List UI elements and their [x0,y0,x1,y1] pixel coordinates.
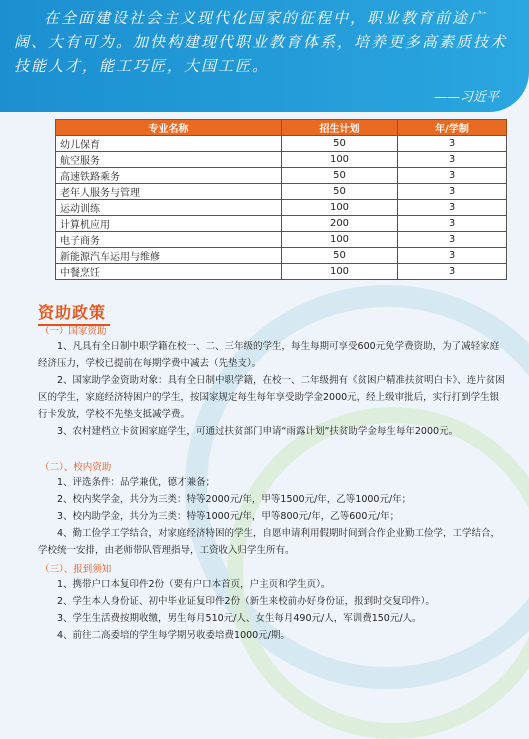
school-aid-item-2: 2、校内奖学金，共分为三类：特等2000元/年，甲等1500元/年，乙等1000元/年； [57,494,412,505]
table-row [56,136,507,152]
quote-banner [0,0,529,112]
banner-quote: 在全面建设社会主义现代化国家的征程中，职业教育前途广阔、大有可为。加快构建现代职业教育体系，培养更多高素质技术技能人才，能工巧匠，大国工匠。 [14,9,508,75]
table-row [56,264,507,280]
header-years: 年/学制 [398,120,507,136]
heading-national-aid: （一）国家资助 [40,326,107,337]
school-aid-item-1: 1、评选条件：品学兼优，德才兼备； [57,477,216,488]
years: 3 [398,216,507,232]
section-title-aid: 资助政策 [38,300,106,323]
years: 3 [398,136,507,152]
years: 3 [398,200,507,216]
major-name: 高速铁路乘务 [56,168,282,184]
major-name: 中餐烹饪 [56,264,282,280]
school-aid-item-3: 3、校内助学金，共分为三类：特等1000元/年，甲等800元/年，乙等600元/年； [57,511,400,522]
banner-author: ——习近平 [433,90,499,105]
header-plan: 招生计划 [282,120,398,136]
years: 3 [398,264,507,280]
major-table [55,119,507,280]
plan-count: 200 [282,216,398,232]
years: 3 [398,168,507,184]
plan-count: 50 [282,184,398,200]
major-name: 电子商务 [56,232,282,248]
plan-count: 50 [282,136,398,152]
major-name: 运动训练 [56,200,282,216]
table-header-row [56,120,507,136]
major-name: 新能源汽车运用与维修 [56,248,282,264]
national-aid-item-2: 2、国家助学金资助对象：具有全日制中职学籍，在校一、二年级拥有《贫困户精准扶贫明白卡》、连片贫困区的学生，家庭经济特困户的学生，按国家规定每生每年享受助学金2000元，经上级审批后，实行打到学生银行卡发放，学校不先垫支抵减学费。 [38,375,505,420]
table-row [56,216,507,232]
heading-school-aid: （二）、校内资助 [40,462,112,473]
table-row [56,200,507,216]
national-aid-item-3: 3、农村建档立卡贫困家庭学生，可通过扶贫部门申请“雨露计划”扶贫助学金每生每年2000元。 [57,426,459,437]
major-name: 航空服务 [56,152,282,168]
major-name: 幼儿保育 [56,136,282,152]
plan-count: 100 [282,264,398,280]
table-row [56,168,507,184]
plan-count: 50 [282,248,398,264]
major-name: 计算机应用 [56,216,282,232]
years: 3 [398,152,507,168]
registration-item-2: 2、学生本人身份证、初中毕业证复印件2份（新生来校前办好身份证，报到时交复印件）。 [57,596,435,607]
major-name: 老年人服务与管理 [56,184,282,200]
plan-count: 100 [282,200,398,216]
table-row [56,232,507,248]
header-major: 专业名称 [56,120,282,136]
years: 3 [398,184,507,200]
registration-item-4: 4、前往二高委培的学生每学期另收委培费1000元/期。 [57,630,290,641]
national-aid-item-1: 1、凡具有全日制中职学籍在校一、二、三年级的学生，每生每期可享受600元免学费资助，为了减轻家庭经济压力，学校已提前在每期学费中减去（先垫支）。 [38,341,500,369]
years: 3 [398,248,507,264]
plan-count: 50 [282,168,398,184]
registration-item-1: 1、携带户口本复印件2份（要有户口本首页，户主页和学生页）。 [57,579,331,590]
registration-item-3: 3、学生生活费按期收缴，男生每月510元/人、女生每月490元/人，军训费150元/人。 [57,613,422,624]
table-row [56,248,507,264]
years: 3 [398,232,507,248]
table-row [56,152,507,168]
heading-registration: （三）、报到须知 [40,564,112,575]
plan-count: 100 [282,152,398,168]
plan-count: 100 [282,232,398,248]
school-aid-item-4: 4、勤工俭学工学结合，对家庭经济特困的学生，自愿申请利用假期时间到合作企业勤工俭学，工学结合，学校统一安排，由老师带队管理指导，工资收入归学生所有。 [38,528,501,556]
table-row [56,184,507,200]
